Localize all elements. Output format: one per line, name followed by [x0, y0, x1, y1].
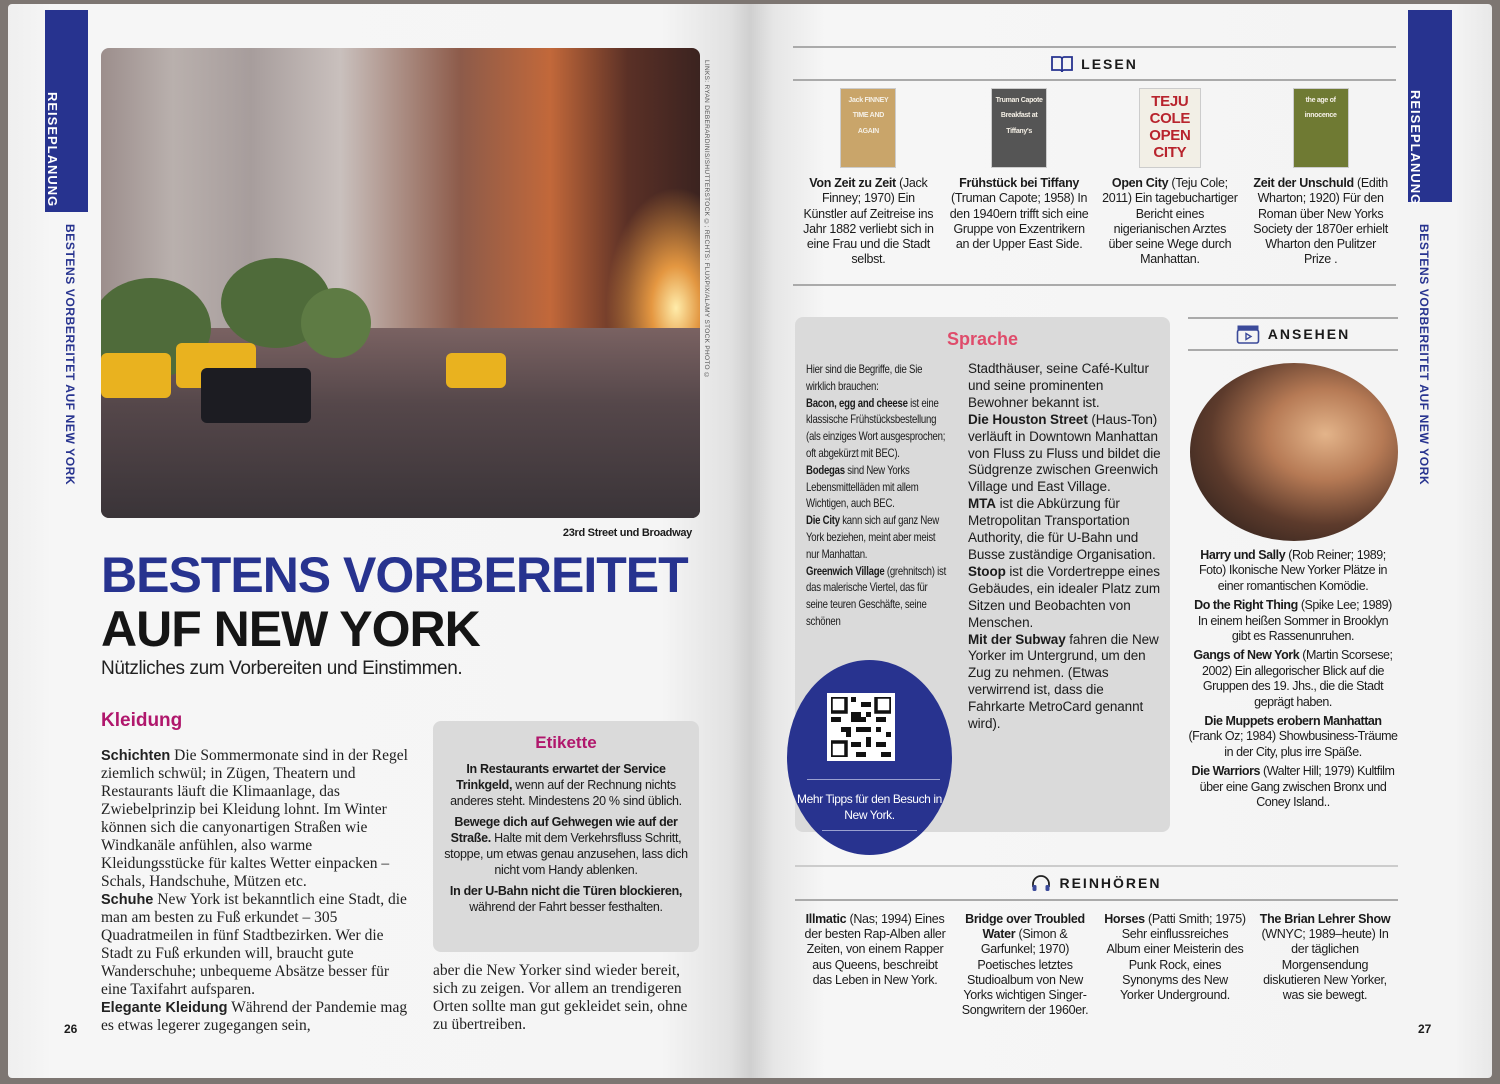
- film-item-title: Die Warriors: [1191, 764, 1261, 779]
- lesen-heading: LESEN: [1081, 55, 1138, 72]
- music-item-text: (Nas; 1994) Eines der besten Rap-Alben aller Zeiten, von einem Rapper aus Queens, beschreibt das Leben in New York.: [804, 912, 946, 987]
- divider: [793, 284, 1396, 286]
- sprache-term-title: MTA: [968, 496, 996, 512]
- music-item-title: The Brian Lehrer Show: [1259, 912, 1391, 926]
- etikette-paragraph: [443, 883, 689, 915]
- kleidung-paragraph: [101, 891, 417, 999]
- sprache-left-column: [806, 361, 946, 630]
- kleidung-paragraph: [101, 999, 417, 1035]
- etikette-paragraph-text: wenn auf der Rechnung nichts anderes steht. Mindestens 20 % sind üblich.: [450, 778, 682, 808]
- lesen-header: [793, 46, 1396, 81]
- reinhoeren-header: [795, 865, 1398, 901]
- qr-code[interactable]: [827, 693, 895, 761]
- film-item-title: Die Muppets erobern Manhattan: [1204, 714, 1382, 729]
- page-number-right: 27: [1418, 1022, 1432, 1036]
- kleidung-paragraph-text: New York ist bekanntlich eine Stadt, die man am besten zu Fuß erkundet – 305 Quadratmeilen in fünf Stadtbezirken. Wer die Stadt zu Fuß erkunden will, braucht gute Wanderschuhe; unbequeme Absätze besser für eine Taxifahrt aufsparen.: [101, 891, 407, 998]
- qr-code-badge[interactable]: [787, 660, 952, 855]
- book-cover: [1293, 88, 1349, 168]
- book-description-text: (Truman Capote; 1958) In den 1940ern trifft sich eine Gruppe von Exzentrikern an der Upper East Side.: [949, 191, 1089, 252]
- music-item: [1100, 912, 1250, 1018]
- sprache-term: [968, 412, 1163, 497]
- sprache-right-column: [968, 361, 1163, 733]
- section-tab-right: [1408, 10, 1452, 206]
- harry-und-sally-photo: [1190, 363, 1398, 541]
- film-item: [1188, 764, 1398, 810]
- music-list: [800, 912, 1400, 1018]
- book-description-title: Frühstück bei Tiffany: [959, 176, 1080, 190]
- etikette-paragraph-text: Halte mit dem Verkehrsfluss Schritt, stoppe, um etwas genau anzusehen, lass dich nicht vom Handy ablenken.: [444, 831, 688, 877]
- section-tab-label: REISEPLANUNG: [45, 92, 60, 208]
- headphones-icon: [1031, 874, 1051, 892]
- film-item-text: (Rob Reiner; 1989; Foto) Ikonische New Yorker Plätze in einer romantischen Komödie.: [1198, 548, 1388, 593]
- music-item: [950, 912, 1100, 1018]
- kleidung-paragraph: [101, 747, 417, 891]
- book-description: [799, 176, 938, 268]
- running-header-right: BESTENS VORBEREITET AUF NEW YORK: [1417, 224, 1431, 486]
- book-description: [1101, 176, 1240, 268]
- etikette-heading: Etikette: [535, 733, 597, 752]
- music-item: [800, 912, 950, 1018]
- music-item-title: Horses: [1104, 912, 1145, 926]
- book-description-title: Zeit der Unschuld: [1253, 176, 1354, 190]
- sprache-term: [806, 512, 946, 562]
- sprache-term-text: fahren die New Yorker im Untergrund, um den Zug zu nehmen. (Etwas verwirrend ist, dass die Fahrkarte MetroCard genannt wird).: [968, 631, 1159, 732]
- book-cover-text: Jack FINNEY TIME AND AGAIN: [848, 97, 889, 135]
- ansehen-heading: ANSEHEN: [1267, 326, 1351, 342]
- section-tab-right-label: REISEPLANUNG: [1408, 90, 1423, 206]
- page-title-line2: AUF NEW YORK: [101, 601, 480, 657]
- film-clapper-icon: [1236, 324, 1260, 344]
- sprache-term: [806, 395, 946, 462]
- kleidung-text: [101, 747, 417, 1035]
- film-item-title: Gangs of New York: [1193, 648, 1300, 663]
- sprache-term-title: Stoop: [968, 563, 1006, 579]
- reinhoeren-heading: REINHÖREN: [1059, 875, 1162, 891]
- sprache-term-title: Mit der Subway: [968, 631, 1066, 647]
- sprache-term-text: ist die Abkürzung für Metropolitan Transportation Authority, die für U-Bahn und Busse zuständige Organisation.: [968, 496, 1156, 562]
- sprache-term-text: (Haus-Ton) verläuft in Downtown Manhattan von Fluss zu Fluss und bildet die Südgrenze zwischen Greenwich Village und East Village.: [968, 411, 1161, 495]
- film-item-text: (Spike Lee; 1989) In einem heißen Sommer in Brooklyn gibt es Rassenunruhen.: [1197, 598, 1392, 644]
- book-item: [1095, 88, 1246, 268]
- kleidung-paragraph-text: Während der Pandemie mag es etwas legerer zugegangen sein,: [101, 999, 408, 1034]
- book-description-text: (Edith Wharton; 1920) Für den Roman über New Yorks Society der 1870er erhielt Wharton den Pulitzer Prize .: [1253, 176, 1388, 267]
- film-item-title: Do the Right Thing: [1194, 598, 1298, 613]
- film-item-text: (Martin Scorsese; 2002) Ein allegorischer Blick auf die Gruppen des 19. Jhs., die die Stadt geprägt haben.: [1201, 648, 1393, 709]
- running-header: BESTENS VORBEREITET AUF NEW YORK: [63, 224, 77, 486]
- page-subtitle: Nützliches zum Vorbereiten und Einstimmen.: [101, 658, 463, 679]
- sprache-term-text: Hier sind die Begriffe, die Sie wirklich brauchen:: [806, 362, 923, 393]
- qr-caption: Mehr Tipps für den Besuch in New York.: [797, 792, 942, 822]
- book-cover-text: TEJU COLE OPEN CITY: [1149, 93, 1191, 161]
- page-number-left: 26: [64, 1022, 78, 1036]
- etikette-paragraph-text: während der Fahrt besser festhalten.: [469, 900, 663, 914]
- kleidung-paragraph-title: Schichten: [101, 748, 171, 764]
- sprache-term-title: Die City: [806, 513, 840, 528]
- book-cover: [840, 88, 896, 168]
- book-description-text: (Jack Finney; 1970) Ein Künstler auf Zeitreise ins Jahr 1882 verliebt sich in eine Frau und die Stadt selbst.: [803, 176, 934, 267]
- sprache-term: [806, 563, 946, 630]
- book-item: [944, 88, 1095, 268]
- book-description-title: Open City: [1111, 176, 1169, 190]
- sprache-heading: Sprache: [946, 329, 1019, 349]
- section-tab: [45, 10, 88, 212]
- book-description: [1251, 176, 1390, 268]
- book-cover-text: Truman Capote Breakfast at Tiffany's: [995, 97, 1043, 135]
- sprache-term: [968, 632, 1163, 733]
- film-item: [1188, 598, 1398, 644]
- book-item: [1245, 88, 1396, 268]
- etikette-paragraph-title: Bewege dich auf Gehwegen wie auf der Straße.: [450, 815, 678, 845]
- sprache-term: [968, 496, 1163, 564]
- music-item-title: Bridge over Troubled Water: [965, 912, 1085, 942]
- sprache-term: [806, 361, 946, 395]
- film-item: [1188, 548, 1398, 594]
- kleidung-paragraph-title: Schuhe: [101, 892, 154, 908]
- book-list: [793, 88, 1396, 268]
- etikette-list: [443, 761, 689, 915]
- music-item-text: (Simon & Garfunkel; 1970) Poetisches letztes Studioalbum von New Yorks wichtigen Singer-Songwritern der 1960er.: [961, 927, 1089, 1018]
- photo-caption: 23rd Street und Broadway: [562, 527, 692, 539]
- sprache-term-text: Stadthäuser, seine Café-Kultur und seine prominenten Bewohner bekannt ist.: [968, 361, 1149, 410]
- street-photo: [101, 48, 700, 518]
- kleidung-paragraph-title: Elegante Kleidung: [101, 1000, 228, 1016]
- sprache-term-title: Bodegas: [806, 462, 845, 477]
- sprache-term: [968, 361, 1163, 412]
- book-description-title: Von Zeit zu Zeit: [809, 176, 896, 190]
- page-title-line1: BESTENS VORBEREITET: [101, 547, 688, 603]
- etikette-paragraph: [443, 814, 689, 878]
- film-item: [1188, 648, 1398, 710]
- book-cover: [991, 88, 1047, 168]
- etikette-paragraph: [443, 761, 689, 809]
- book-icon: [1051, 55, 1073, 73]
- ansehen-header: [1188, 317, 1398, 351]
- book-cover-text: the age of innocence: [1304, 97, 1337, 120]
- sprache-term: [806, 462, 946, 512]
- music-item: [1250, 912, 1400, 1018]
- book-description-text: (Teju Cole; 2011) Ein tagebuchartiger Bericht eines nigerianischen Arztes über seine Wege durch Manhattan.: [1102, 176, 1238, 267]
- sprache-term-title: Die Houston Street: [968, 411, 1088, 427]
- kleidung-continuation: aber die New Yorker sind wieder bereit, sich zu zeigen. Vor allem an trendigeren Orten sollte man gut gekleidet sein, ohne zu übertreiben.: [433, 962, 688, 1033]
- music-item-text: (WNYC; 1989–heute) In der täglichen Morgensendung diskutieren New Yorker, was sie bewegt.: [1261, 927, 1389, 1003]
- sprache-term-text: sind New Yorks Lebensmittelläden mit allem Wichtigen, auch BEC.: [806, 462, 919, 511]
- etikette-paragraph-title: In Restaurants erwartet der Service Trinkgeld,: [456, 762, 666, 792]
- sprache-term-text: ist eine klassische Frühstücksbestellung (als einziges Wort ausgesprochen; oft abgekürzt mit BEC).: [806, 395, 946, 460]
- sprache-term-text: (grehnitsch) ist das malerische Viertel, das für seine teuren Geschäfte, seine schönen: [806, 563, 946, 628]
- film-item-text: (Frank Oz; 1984) Showbusiness-Träume in der City, plus irre Späße.: [1188, 729, 1398, 759]
- film-item: [1188, 714, 1398, 760]
- film-list: [1188, 548, 1398, 815]
- sprache-term-text: ist die Vordertreppe eines Gebäudes, ein idealer Platz zum Sitzen und Beobachten von Menschen.: [968, 563, 1161, 630]
- sprache-term-text: kann sich auf ganz New York beziehen, meint aber meist nur Manhattan.: [806, 513, 939, 561]
- sprache-term-title: Bacon, egg and cheese: [806, 395, 908, 410]
- book-item: [793, 88, 944, 268]
- music-item-title: Illmatic: [805, 912, 847, 926]
- film-item-text: (Walter Hill; 1979) Kultfilm über eine Gang zwischen Bronx und Coney Island..: [1199, 764, 1395, 810]
- film-item-title: Harry und Sally: [1200, 548, 1286, 562]
- sprache-term-title: Greenwich Village: [806, 563, 885, 578]
- photo-credit: LINKS: RYAN DEBERARDINIS/SHUTTERSTOCK ©; RECHTS: FLUXPIX/ALAMY STOCK PHOTO ©: [703, 60, 710, 380]
- qr-code-icon: [831, 697, 891, 757]
- sprache-term: [968, 564, 1163, 632]
- book-cover: [1139, 88, 1201, 168]
- music-item-text: (Patti Smith; 1975) Sehr einflussreiches Album einer Meisterin des Punk Rock, eines Synonyms des New Yorker Underground.: [1106, 912, 1246, 1003]
- kleidung-heading: Kleidung: [101, 710, 183, 731]
- book-description: [950, 176, 1089, 252]
- kleidung-paragraph-text: Die Sommermonate sind in der Regel ziemlich schwül; in Zügen, Theatern und Restaurants läuft die Klimaanlage, das Zwiebelprinzip bei Kleidung lohnt. Im Winter können sich die canyonartigen Straßen wie Windkanäle anfühlen, also warme Kleidungsstücke für kaltes Wetter einpacken – Schals, Handschuhe, Mützen etc.: [101, 747, 408, 890]
- etikette-paragraph-title: In der U-Bahn nicht die Türen blockieren,: [449, 884, 683, 898]
- etikette-box: [433, 721, 699, 952]
